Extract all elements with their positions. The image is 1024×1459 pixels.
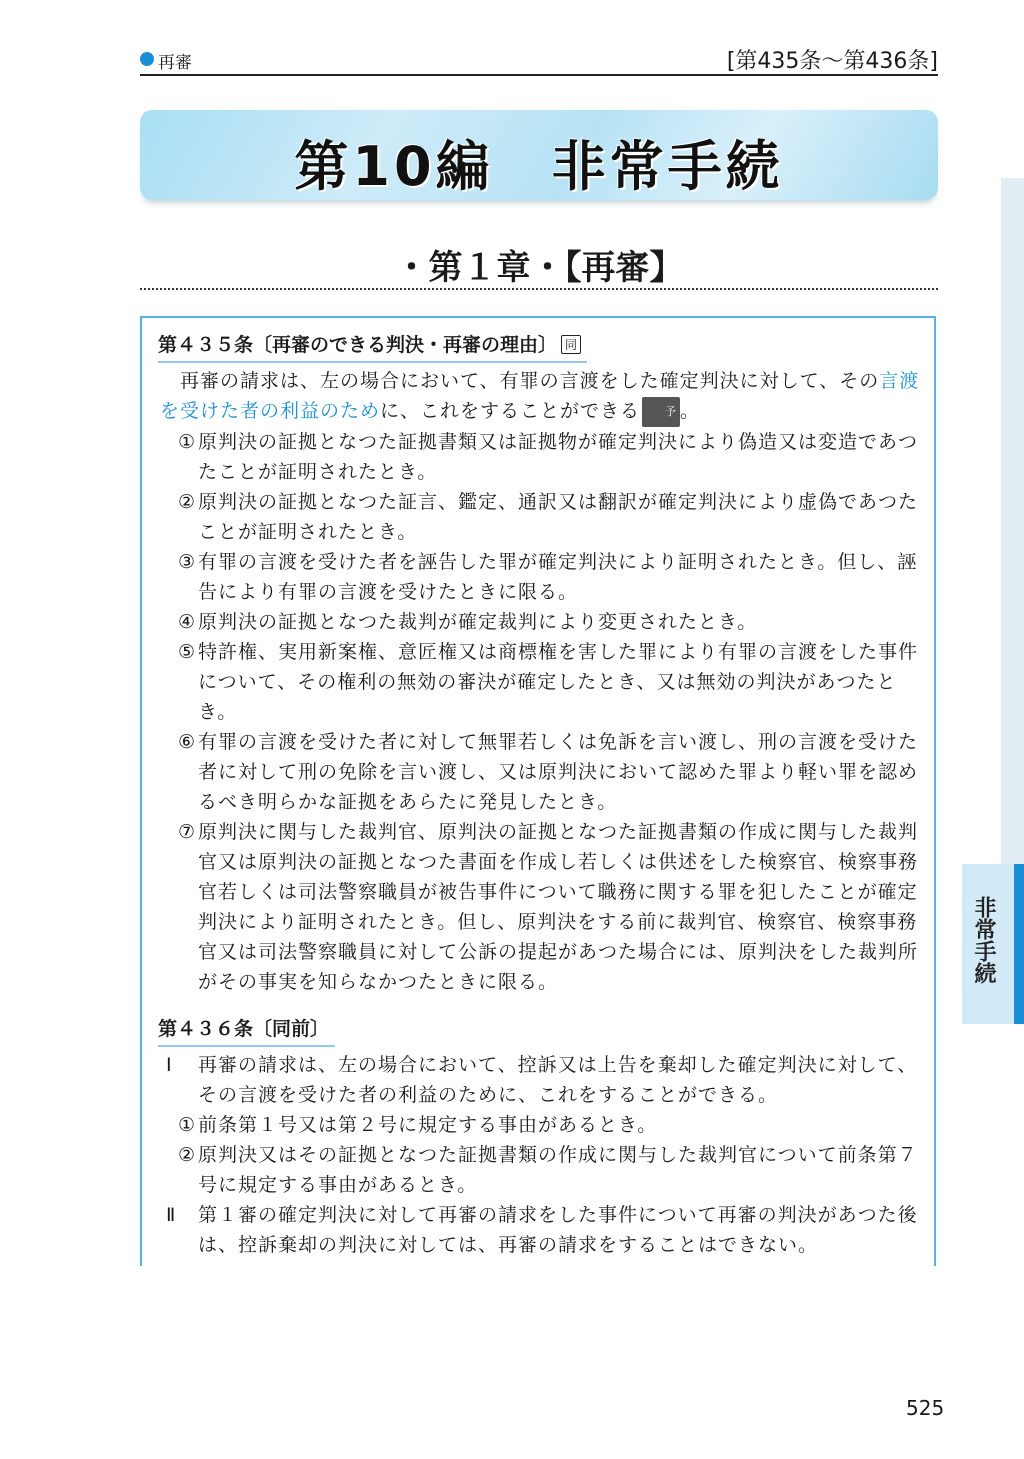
article-435-lead: [160, 366, 920, 427]
part-banner: [140, 110, 938, 200]
item-number: ⑦: [178, 821, 197, 843]
item-number: ①: [178, 431, 197, 453]
item-number: ③: [178, 551, 197, 573]
list-item: [160, 1140, 920, 1200]
list-item: [160, 727, 920, 817]
paragraph-text: 再審の請求は、左の場合において、控訴又は上告を棄却した確定判決に対して、その言渡を受けた者の利益のために、これをすることができる。: [198, 1054, 918, 1106]
item-text: 原判決の証拠となつた裁判が確定裁判により変更されたとき。: [198, 611, 758, 633]
section-index-tab[interactable]: [962, 864, 1024, 1024]
item-text: 前条第１号又は第２号に規定する事由があるとき。: [198, 1114, 658, 1136]
section-index-label: 非常手続: [971, 896, 996, 984]
item-text: 原判決に関与した裁判官、原判決の証拠となつた証拠書類の作成に関与した裁判官又は原判決の証拠となつた書面を作成し若しくは供述をした検察官、検察事務官若しくは司法警察職員が被告事件について職務に関する罪を犯したことが確定判決により証明されたとき。但し、原判決をする前に裁判官、検察官、検察事務官又は司法警察職員に対して公訴の提起があつた場合には、原判決をした裁判所がその事実を知らなかつたときに限る。: [198, 821, 919, 993]
paragraph-text: 第１審の確定判決に対して再審の請求をした事件について再審の判決があつた後は、控訴棄却の判決に対しては、再審の請求をすることはできない。: [198, 1204, 918, 1256]
article-436-title: 第４３６条〔同前〕: [158, 1018, 330, 1040]
part-title: 第10編 非常手続: [294, 135, 784, 198]
item-number: ⑥: [178, 731, 197, 753]
chapter-title: ・第１章・【再審】: [140, 240, 938, 290]
lead-text: 再審の請求は、左の場合において、有罪の言渡をした確定判決に対して、その: [180, 370, 880, 392]
article-435-heading: [158, 330, 587, 363]
paragraph: [160, 1050, 920, 1110]
item-text: 原判決の証拠となつた証言、鑑定、通訳又は翻訳が確定判決により虚偽であつたことが証明されたとき。: [198, 491, 919, 543]
list-item: [160, 637, 920, 727]
item-text: 有罪の言渡を受けた者に対して無罪若しくは免訴を言い渡し、刑の言渡を受けた者に対して刑の免除を言い渡し、又は原判決において認めた罪より軽い罪を認めるべき明らかな証拠をあらたに発見したとき。: [198, 731, 919, 813]
forecast-tag-icon: 予: [642, 397, 680, 427]
article-436-body: [160, 1050, 920, 1260]
lead-end: 。: [680, 400, 701, 422]
header-article-range: [第435条〜第436条]: [726, 49, 938, 74]
paragraph: [160, 1200, 920, 1260]
list-item: [160, 487, 920, 547]
same-tag-icon: 同: [561, 335, 581, 354]
running-header: [140, 44, 938, 76]
paragraph-number: Ⅱ: [166, 1204, 177, 1226]
list-item: [160, 817, 920, 997]
item-number: ②: [178, 1144, 197, 1166]
item-number: ①: [178, 1114, 197, 1136]
list-item: [160, 547, 920, 607]
item-text: 原判決の証拠となつた証拠書類又は証拠物が確定判決により偽造又は変造であつたことが証明されたとき。: [198, 431, 919, 483]
item-number: ②: [178, 491, 197, 513]
lead-highlight: 言渡を受けた者の利益のため: [160, 370, 920, 422]
header-section: 再審: [158, 53, 192, 73]
section-bullet-icon: [140, 52, 154, 66]
item-number: ④: [178, 611, 197, 633]
article-435-title: 第４３５条〔再審のできる判決・再審の理由〕: [158, 334, 558, 356]
item-text: 有罪の言渡を受けた者を誣告した罪が確定判決により証明されたとき。但し、誣告により有罪の言渡を受けたときに限る。: [198, 551, 918, 603]
list-item: [160, 607, 920, 637]
item-text: 原判決又はその証拠となつた証拠書類の作成に関与した裁判官について前条第７号に規定する事由があるとき。: [198, 1144, 918, 1196]
article-435-body: [160, 366, 920, 997]
lead-text-after: に、これをすることができる: [380, 400, 641, 422]
list-item: [160, 1110, 920, 1140]
page-number: 525: [906, 1396, 945, 1420]
item-number: ⑤: [178, 641, 197, 663]
item-text: 特許権、実用新案権、意匠権又は商標権を害した罪により有罪の言渡をした事件について、その権利の無効の審決が確定したとき、又は無効の判決があつたとき。: [198, 641, 919, 723]
edge-stripe: [1001, 178, 1024, 864]
article-436-heading: [158, 1014, 335, 1047]
paragraph-number: Ⅰ: [166, 1054, 173, 1076]
list-item: [160, 427, 920, 487]
